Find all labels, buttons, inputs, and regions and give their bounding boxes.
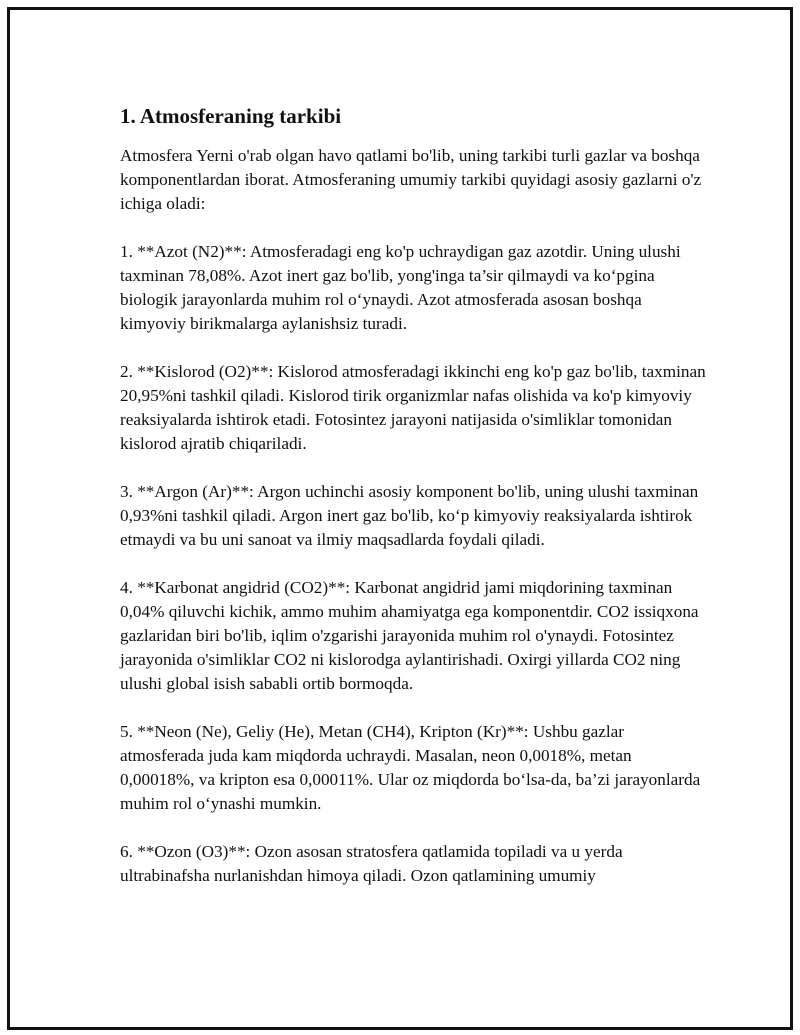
paragraph-neon-geliy-metan-kripton: 5. **Neon (Ne), Geliy (He), Metan (CH4), Kripton (Kr)**: Ushbu gazlar atmosferada juda kam miqdorda uchraydi. Masalan, neon 0,0018%, metan 0,00018%, va kripton esa 0,00011%. Ular oz miqdorda bo‘lsa-da, ba’zi jarayonlarda muhim rol o‘ynashi mumkin. (120, 722, 701, 813)
section-title: 1. Atmosferaning tarkibi (120, 104, 342, 128)
paragraph-intro: Atmosfera Yerni o'rab olgan havo qatlami bo'lib, uning tarkibi turli gazlar va boshqa komponentlardan iborat. Atmosferaning umumiy tarkibi quyidagi asosiy gazlarni o'z ichiga oladi: (120, 146, 702, 213)
paragraph-ozon: 6. **Ozon (O3)**: Ozon asosan stratosfera qatlamida topiladi va u yerda ultrabinafsha nurlanishdan himoya qiladi. Ozon qatlamining umumiy (120, 842, 623, 885)
paragraph-karbonat-angidrid: 4. **Karbonat angidrid (CO2)**: Karbonat angidrid jami miqdorining taxminan 0,04% qiluvchi kichik, ammo muhim ahamiyatga ega komponentdir. CO2 issiqxona gazlaridan biri bo'lib, iqlim o'zgarishi jarayonida muhim rol o'ynaydi. Fotosintez jarayonida o'simliklar CO2 ni kislorodga aylantirishadi. Oxirgi yillarda CO2 ning ulushi global isish sababli ortib bormoqda. (120, 578, 699, 693)
document-content (120, 102, 710, 912)
paragraph-argon: 3. **Argon (Ar)**: Argon uchinchi asosiy komponent bo'lib, uning ulushi taxminan 0,93%ni tashkil qiladi. Argon inert gaz bo'lib, ko‘p kimyoviy reaksiyalarda ishtirok etmaydi va bu uni sanoat va ilmiy maqsadlarda foydali qiladi. (120, 482, 699, 549)
paragraph-kislorod: 2. **Kislorod (O2)**: Kislorod atmosferadagi ikkinchi eng ko'p gaz bo'lib, taxminan 20,95%ni tashkil qiladi. Kislorod tirik organizmlar nafas olishida va ko'p kimyoviy reaksiyalarda ishtirok etadi. Fotosintez jarayoni natijasida o'simliklar tomonidan kislorod ajratib chiqariladi. (120, 362, 706, 453)
paragraph-azot: 1. **Azot (N2)**: Atmosferadagi eng ko'p uchraydigan gaz azotdir. Uning ulushi taxminan 78,08%. Azot inert gaz bo'lib, yong'inga ta’sir qilmaydi va ko‘pgina biologik jarayonlarda muhim rol o‘ynaydi. Azot atmosferada asosan boshqa kimyoviy birikmalarga aylanishsiz turadi. (120, 242, 681, 333)
page-frame (7, 7, 793, 1030)
